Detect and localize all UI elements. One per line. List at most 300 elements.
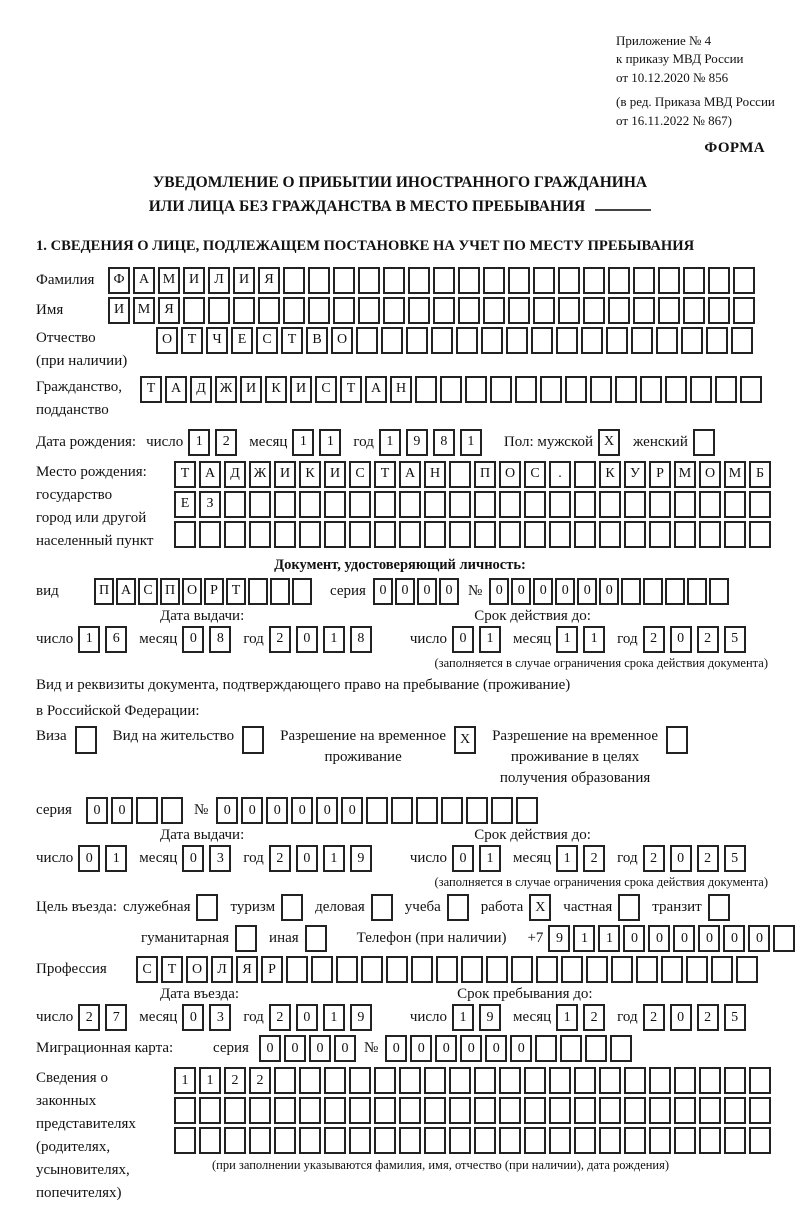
char-cell[interactable]: 0 [373,578,393,605]
char-cell[interactable]: 0 [182,1004,204,1031]
char-cell[interactable]: 0 [698,925,720,952]
char-cell[interactable]: 0 [723,925,745,952]
char-cell[interactable]: А [116,578,136,605]
char-cell[interactable] [686,956,708,983]
char-cell[interactable]: 0 [599,578,619,605]
checkbox-temp-residence-education[interactable] [666,726,688,754]
char-cell[interactable] [449,1127,471,1154]
char-cell[interactable]: 1 [556,626,578,653]
char-cell[interactable] [499,1067,521,1094]
char-cell[interactable]: Т [174,461,196,488]
char-cell[interactable]: Я [158,297,180,324]
char-cell[interactable] [465,376,487,403]
char-cell[interactable]: 0 [648,925,670,952]
char-cell[interactable] [574,491,596,518]
char-cell[interactable] [456,327,478,354]
char-cell[interactable] [224,491,246,518]
char-cell[interactable] [599,1127,621,1154]
char-cell[interactable]: 9 [350,1004,372,1031]
char-cell[interactable]: 0 [748,925,770,952]
char-cell[interactable] [560,1035,582,1062]
char-cell[interactable] [449,1067,471,1094]
char-cell[interactable] [549,1097,571,1124]
checkbox-residence-permit[interactable] [242,726,264,754]
char-cell[interactable]: И [183,267,205,294]
char-cell[interactable] [486,956,508,983]
char-cell[interactable] [531,327,553,354]
char-cell[interactable] [733,297,755,324]
char-cell[interactable] [499,491,521,518]
char-cell[interactable] [474,1127,496,1154]
char-cell[interactable]: 1 [199,1067,221,1094]
char-cell[interactable]: Т [281,327,303,354]
char-cell[interactable]: 1 [452,1004,474,1031]
char-cell[interactable]: К [265,376,287,403]
char-cell[interactable] [608,267,630,294]
char-cell[interactable] [536,956,558,983]
char-cell[interactable]: И [240,376,262,403]
char-cell[interactable]: 2 [269,845,291,872]
char-cell[interactable] [174,1097,196,1124]
char-cell[interactable]: 0 [670,626,692,653]
char-cell[interactable] [583,267,605,294]
char-cell[interactable] [386,956,408,983]
char-cell[interactable] [633,297,655,324]
char-cell[interactable] [565,376,587,403]
char-cell[interactable] [474,1067,496,1094]
char-cell[interactable]: Т [340,376,362,403]
char-cell[interactable] [773,925,795,952]
char-cell[interactable] [440,376,462,403]
char-cell[interactable]: 7 [105,1004,127,1031]
char-cell[interactable]: 0 [577,578,597,605]
char-cell[interactable] [624,521,646,548]
char-cell[interactable] [333,267,355,294]
char-cell[interactable]: 9 [548,925,570,952]
char-cell[interactable] [399,491,421,518]
char-cell[interactable]: У [624,461,646,488]
char-cell[interactable]: 1 [174,1067,196,1094]
char-cell[interactable] [633,267,655,294]
char-cell[interactable]: 1 [323,845,345,872]
char-cell[interactable]: М [674,461,696,488]
char-cell[interactable]: 0 [452,626,474,653]
char-cell[interactable] [674,491,696,518]
char-cell[interactable] [524,1067,546,1094]
char-cell[interactable] [399,1097,421,1124]
char-cell[interactable] [535,1035,557,1062]
char-cell[interactable]: Р [204,578,224,605]
char-cell[interactable]: 9 [350,845,372,872]
char-cell[interactable]: Р [261,956,283,983]
char-cell[interactable] [508,267,530,294]
checkbox-male[interactable]: X [598,429,620,456]
checkbox-study[interactable] [447,894,469,921]
char-cell[interactable] [749,1097,771,1124]
char-cell[interactable] [199,1127,221,1154]
char-cell[interactable]: 0 [259,1035,281,1062]
char-cell[interactable]: Я [236,956,258,983]
char-cell[interactable]: Т [226,578,246,605]
char-cell[interactable] [183,297,205,324]
char-cell[interactable] [640,376,662,403]
char-cell[interactable] [274,1067,296,1094]
char-cell[interactable] [490,376,512,403]
char-cell[interactable]: Т [374,461,396,488]
char-cell[interactable]: Ж [249,461,271,488]
char-cell[interactable]: М [724,461,746,488]
char-cell[interactable] [649,1127,671,1154]
char-cell[interactable]: 0 [510,1035,532,1062]
char-cell[interactable] [581,327,603,354]
char-cell[interactable]: 1 [479,845,501,872]
char-cell[interactable] [709,578,729,605]
char-cell[interactable] [174,521,196,548]
char-cell[interactable] [381,327,403,354]
char-cell[interactable]: С [138,578,158,605]
char-cell[interactable] [599,491,621,518]
char-cell[interactable] [515,376,537,403]
char-cell[interactable] [658,297,680,324]
char-cell[interactable] [524,1127,546,1154]
char-cell[interactable] [606,327,628,354]
checkbox-female[interactable] [693,429,715,456]
char-cell[interactable]: 1 [188,429,210,456]
char-cell[interactable] [324,1127,346,1154]
char-cell[interactable]: 0 [485,1035,507,1062]
char-cell[interactable]: С [315,376,337,403]
char-cell[interactable]: 0 [291,797,313,824]
char-cell[interactable] [690,376,712,403]
char-cell[interactable] [308,267,330,294]
char-cell[interactable] [136,797,158,824]
char-cell[interactable]: А [199,461,221,488]
char-cell[interactable] [749,1067,771,1094]
checkbox-transit[interactable] [708,894,730,921]
char-cell[interactable] [561,956,583,983]
char-cell[interactable] [674,1127,696,1154]
char-cell[interactable] [458,267,480,294]
char-cell[interactable] [749,491,771,518]
char-cell[interactable] [356,327,378,354]
char-cell[interactable]: 2 [697,845,719,872]
char-cell[interactable] [574,1127,596,1154]
char-cell[interactable] [649,521,671,548]
char-cell[interactable]: И [108,297,130,324]
char-cell[interactable] [674,1097,696,1124]
char-cell[interactable] [274,1127,296,1154]
char-cell[interactable] [549,1067,571,1094]
char-cell[interactable] [324,521,346,548]
char-cell[interactable] [524,521,546,548]
char-cell[interactable]: 1 [583,626,605,653]
char-cell[interactable] [374,521,396,548]
char-cell[interactable] [699,491,721,518]
char-cell[interactable] [431,327,453,354]
char-cell[interactable]: Л [211,956,233,983]
char-cell[interactable]: 1 [573,925,595,952]
char-cell[interactable]: 0 [296,845,318,872]
char-cell[interactable] [558,267,580,294]
char-cell[interactable] [599,521,621,548]
char-cell[interactable] [649,1097,671,1124]
char-cell[interactable] [458,297,480,324]
char-cell[interactable]: Б [749,461,771,488]
char-cell[interactable]: 2 [224,1067,246,1094]
char-cell[interactable]: 8 [433,429,455,456]
char-cell[interactable] [349,521,371,548]
char-cell[interactable]: 1 [319,429,341,456]
char-cell[interactable] [699,1127,721,1154]
char-cell[interactable]: 3 [209,1004,231,1031]
char-cell[interactable] [274,491,296,518]
char-cell[interactable] [656,327,678,354]
char-cell[interactable]: К [299,461,321,488]
char-cell[interactable]: 0 [533,578,553,605]
char-cell[interactable]: 8 [350,626,372,653]
char-cell[interactable] [506,327,528,354]
char-cell[interactable] [724,491,746,518]
char-cell[interactable] [299,521,321,548]
char-cell[interactable] [533,297,555,324]
char-cell[interactable]: Д [224,461,246,488]
char-cell[interactable] [474,1097,496,1124]
char-cell[interactable] [249,1097,271,1124]
char-cell[interactable] [649,491,671,518]
char-cell[interactable]: 2 [643,1004,665,1031]
char-cell[interactable]: 1 [323,1004,345,1031]
char-cell[interactable]: 9 [479,1004,501,1031]
char-cell[interactable] [474,491,496,518]
char-cell[interactable] [586,956,608,983]
char-cell[interactable] [749,1127,771,1154]
char-cell[interactable]: О [186,956,208,983]
char-cell[interactable] [299,1067,321,1094]
char-cell[interactable] [449,1097,471,1124]
char-cell[interactable] [643,578,663,605]
char-cell[interactable] [524,491,546,518]
char-cell[interactable] [366,797,388,824]
char-cell[interactable] [399,1127,421,1154]
char-cell[interactable] [324,1067,346,1094]
checkbox-tourism[interactable] [281,894,303,921]
char-cell[interactable]: 0 [296,1004,318,1031]
char-cell[interactable]: 1 [556,1004,578,1031]
char-cell[interactable]: Е [231,327,253,354]
char-cell[interactable]: Т [140,376,162,403]
char-cell[interactable]: 2 [215,429,237,456]
char-cell[interactable]: Л [208,267,230,294]
char-cell[interactable]: 0 [385,1035,407,1062]
char-cell[interactable]: Д [190,376,212,403]
char-cell[interactable]: 1 [460,429,482,456]
char-cell[interactable] [556,327,578,354]
char-cell[interactable] [274,1097,296,1124]
char-cell[interactable]: Е [174,491,196,518]
char-cell[interactable] [399,521,421,548]
char-cell[interactable]: 1 [78,626,100,653]
char-cell[interactable]: Я [258,267,280,294]
char-cell[interactable] [283,297,305,324]
char-cell[interactable] [590,376,612,403]
char-cell[interactable]: 2 [583,845,605,872]
char-cell[interactable]: 0 [266,797,288,824]
char-cell[interactable] [649,1067,671,1094]
char-cell[interactable] [636,956,658,983]
char-cell[interactable]: З [199,491,221,518]
checkbox-business[interactable] [371,894,393,921]
char-cell[interactable] [449,461,471,488]
char-cell[interactable]: 0 [435,1035,457,1062]
char-cell[interactable]: С [136,956,158,983]
char-cell[interactable] [406,327,428,354]
char-cell[interactable]: О [499,461,521,488]
char-cell[interactable] [724,1097,746,1124]
char-cell[interactable] [224,521,246,548]
char-cell[interactable] [374,491,396,518]
char-cell[interactable] [286,956,308,983]
char-cell[interactable]: В [306,327,328,354]
char-cell[interactable] [699,521,721,548]
char-cell[interactable] [715,376,737,403]
char-cell[interactable] [665,578,685,605]
char-cell[interactable] [540,376,562,403]
char-cell[interactable] [483,297,505,324]
char-cell[interactable] [424,1097,446,1124]
char-cell[interactable]: 6 [105,626,127,653]
char-cell[interactable] [333,297,355,324]
char-cell[interactable] [233,297,255,324]
char-cell[interactable]: А [365,376,387,403]
char-cell[interactable]: 0 [86,797,108,824]
char-cell[interactable] [699,1097,721,1124]
char-cell[interactable]: . [549,461,571,488]
char-cell[interactable] [574,1067,596,1094]
char-cell[interactable]: 1 [379,429,401,456]
char-cell[interactable] [374,1097,396,1124]
char-cell[interactable] [549,521,571,548]
char-cell[interactable] [611,956,633,983]
char-cell[interactable] [308,297,330,324]
char-cell[interactable] [424,491,446,518]
char-cell[interactable]: 0 [216,797,238,824]
char-cell[interactable]: И [274,461,296,488]
char-cell[interactable] [631,327,653,354]
char-cell[interactable]: О [156,327,178,354]
char-cell[interactable]: И [290,376,312,403]
checkbox-official[interactable] [196,894,218,921]
char-cell[interactable] [336,956,358,983]
char-cell[interactable]: О [331,327,353,354]
char-cell[interactable] [508,297,530,324]
char-cell[interactable]: 0 [334,1035,356,1062]
char-cell[interactable] [274,521,296,548]
char-cell[interactable] [681,327,703,354]
char-cell[interactable] [224,1097,246,1124]
char-cell[interactable]: Т [181,327,203,354]
char-cell[interactable]: 9 [406,429,428,456]
char-cell[interactable]: И [324,461,346,488]
char-cell[interactable] [549,1127,571,1154]
char-cell[interactable] [292,578,312,605]
char-cell[interactable]: 2 [697,1004,719,1031]
char-cell[interactable]: 0 [296,626,318,653]
char-cell[interactable]: 0 [555,578,575,605]
char-cell[interactable]: Ф [108,267,130,294]
char-cell[interactable] [549,491,571,518]
char-cell[interactable]: 2 [269,1004,291,1031]
char-cell[interactable] [299,1097,321,1124]
char-cell[interactable]: 0 [673,925,695,952]
char-cell[interactable]: 2 [78,1004,100,1031]
char-cell[interactable]: А [165,376,187,403]
char-cell[interactable] [349,1067,371,1094]
char-cell[interactable] [391,797,413,824]
char-cell[interactable]: 0 [341,797,363,824]
char-cell[interactable] [574,461,596,488]
char-cell[interactable] [349,1097,371,1124]
char-cell[interactable]: М [133,297,155,324]
char-cell[interactable] [624,1127,646,1154]
char-cell[interactable]: 2 [583,1004,605,1031]
char-cell[interactable] [599,1097,621,1124]
checkbox-other[interactable] [305,925,327,952]
char-cell[interactable] [461,956,483,983]
char-cell[interactable] [311,956,333,983]
char-cell[interactable] [661,956,683,983]
char-cell[interactable] [408,297,430,324]
char-cell[interactable] [621,578,641,605]
char-cell[interactable] [208,297,230,324]
char-cell[interactable]: 0 [511,578,531,605]
char-cell[interactable] [424,1067,446,1094]
char-cell[interactable] [424,1127,446,1154]
char-cell[interactable]: 3 [209,845,231,872]
char-cell[interactable] [610,1035,632,1062]
char-cell[interactable]: П [160,578,180,605]
char-cell[interactable] [624,491,646,518]
char-cell[interactable] [708,267,730,294]
char-cell[interactable] [585,1035,607,1062]
char-cell[interactable] [491,797,513,824]
char-cell[interactable]: 0 [316,797,338,824]
char-cell[interactable] [224,1127,246,1154]
char-cell[interactable] [583,297,605,324]
char-cell[interactable]: 2 [643,626,665,653]
char-cell[interactable]: 0 [670,845,692,872]
char-cell[interactable] [749,521,771,548]
char-cell[interactable] [270,578,290,605]
char-cell[interactable] [383,297,405,324]
char-cell[interactable]: И [233,267,255,294]
char-cell[interactable]: 2 [643,845,665,872]
char-cell[interactable]: 2 [249,1067,271,1094]
char-cell[interactable] [361,956,383,983]
char-cell[interactable] [474,521,496,548]
char-cell[interactable] [299,491,321,518]
char-cell[interactable]: А [133,267,155,294]
char-cell[interactable] [433,267,455,294]
char-cell[interactable] [416,797,438,824]
char-cell[interactable]: 0 [460,1035,482,1062]
char-cell[interactable]: 0 [78,845,100,872]
char-cell[interactable] [687,578,707,605]
char-cell[interactable] [374,1127,396,1154]
char-cell[interactable]: П [474,461,496,488]
char-cell[interactable] [299,1127,321,1154]
char-cell[interactable] [574,1097,596,1124]
char-cell[interactable]: 0 [395,578,415,605]
